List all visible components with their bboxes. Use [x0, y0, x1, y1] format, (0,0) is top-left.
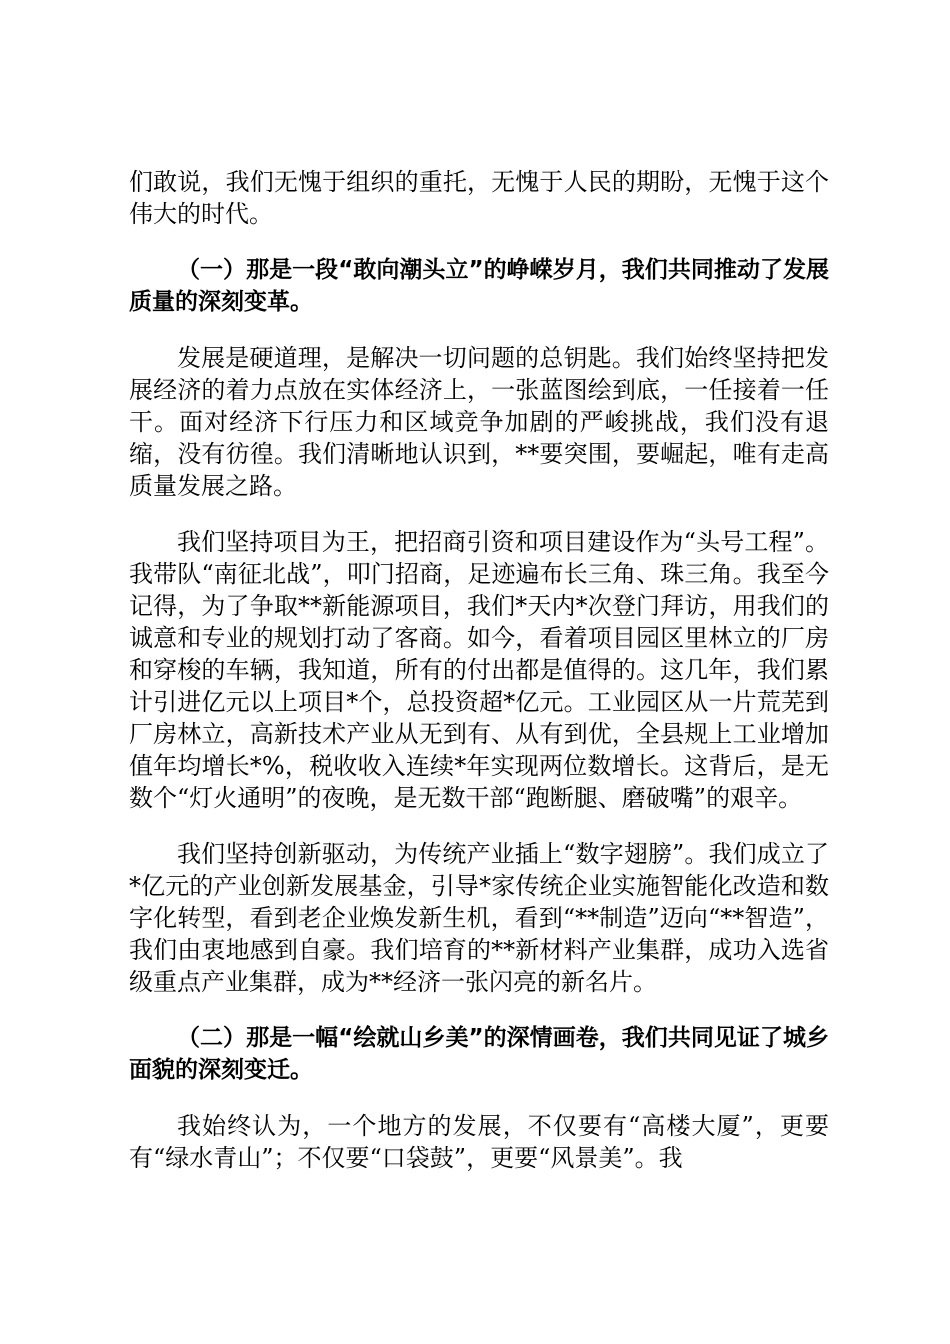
- section-heading-1: （一）那是一段“敢向潮头立”的峥嵘岁月，我们共同推动了发展质量的深刻变革。: [129, 257, 829, 315]
- document-body: [129, 166, 829, 1198]
- paragraph: 我们坚持创新驱动，为传统产业插上“数字翅膀”。我们成立了*亿元的产业创新发展基金，引导*家传统企业实施智能化改造和数字化转型，看到老企业焕发新生机，看到“**制造”迈向“**智造”，我们由衷地感到自豪。我们培育的**新材料产业集群，成功入选省级重点产业集群，成为**经济一张闪亮的新名片。: [129, 840, 829, 996]
- section-heading-2: （二）那是一幅“绘就山乡美”的深情画卷，我们共同见证了城乡面貌的深刻变迁。: [129, 1025, 829, 1083]
- paragraph: 我始终认为，一个地方的发展，不仅要有“高楼大厦”，更要有“绿水青山”；不仅要“口袋鼓”，更要“风景美”。我: [129, 1112, 829, 1172]
- paragraph: 发展是硬道理，是解决一切问题的总钥匙。我们始终坚持把发展经济的着力点放在实体经济上，一张蓝图绘到底，一任接着一任干。面对经济下行压力和区域竞争加剧的严峻挑战，我们没有退缩，没有彷徨。我们清晰地认识到，**要突围，要崛起，唯有走高质量发展之路。: [129, 344, 829, 500]
- paragraph: 我们坚持项目为王，把招商引资和项目建设作为“头号工程”。我带队“南征北战”，叩门招商，足迹遍布长三角、珠三角。我至今记得，为了争取**新能源项目，我们*天内*次登门拜访，用我们的诚意和专业的规划打动了客商。如今，看着项目园区里林立的厂房和穿梭的车辆，我知道，所有的付出都是值得的。这几年，我们累计引进亿元以上项目*个，总投资超*亿元。工业园区从一片荒芜到厂房林立，高新技术产业从无到有、从有到优，全县规上工业增加值年均增长*%，税收收入连续*年实现两位数增长。这背后，是无数个“灯火通明”的夜晚，是无数干部“跑断腿、磨破嘴”的艰辛。: [129, 528, 829, 812]
- paragraph-continued: 们敢说，我们无愧于组织的重托，无愧于人民的期盼，无愧于这个伟大的时代。: [129, 168, 829, 228]
